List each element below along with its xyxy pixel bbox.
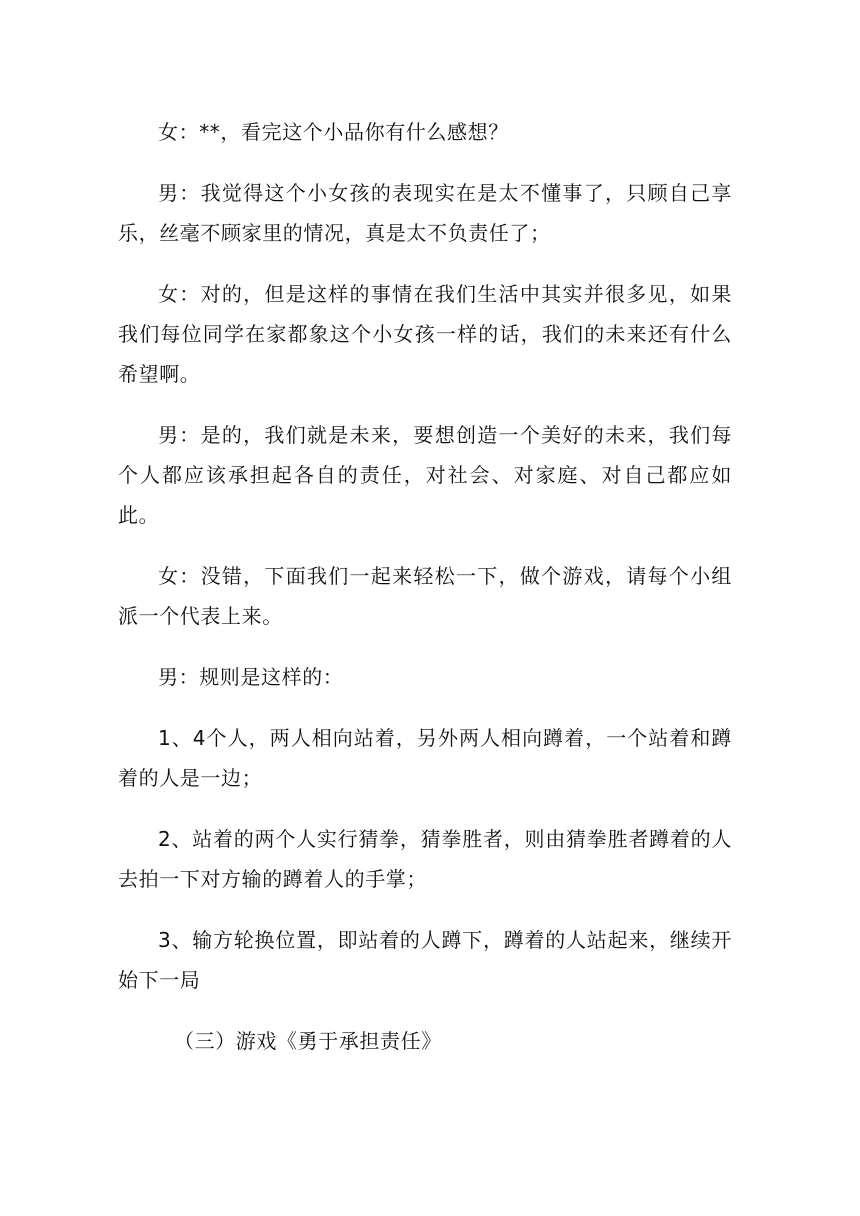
dialogue-paragraph: 女：**，看完这个小品你有什么感想？ (158, 120, 509, 144)
dialogue-paragraph: 男：我觉得这个小女孩的表现实在是太不懂事了，只顾自己享乐，丝毫不顾家里的情况，真是太不负责任了； (118, 181, 732, 245)
dialogue-paragraph: 女：没错，下面我们一起来轻松一下，做个游戏，请每个小组派一个代表上来。 (118, 564, 732, 628)
rule-item: 2、站着的两个人实行猜拳，猜拳胜者，则由猜拳胜者蹲着的人去拍一下对方输的蹲着人的手掌； (118, 827, 732, 891)
rule-item: 3、输方轮换位置，即站着的人蹲下，蹲着的人站起来，继续开始下一局 (118, 928, 732, 992)
dialogue-paragraph: 男：是的，我们就是未来，要想创造一个美好的未来，我们每个人都应该承担起各自的责任，对社会、对家庭、对自己都应如此。 (118, 423, 732, 527)
document-body (118, 112, 732, 1061)
dialogue-paragraph: 男：规则是这样的： (158, 665, 344, 689)
dialogue-paragraph: 女：对的，但是这样的事情在我们生活中其实并很多见，如果我们每位同学在家都象这个小女孩一样的话，我们的未来还有什么希望啊。 (118, 282, 732, 386)
section-heading: （三）游戏《勇于承担责任》 (174, 1029, 442, 1053)
rule-item: 1、4个人，两人相向站着，另外两人相向蹲着，一个站着和蹲着的人是一边； (118, 726, 732, 790)
